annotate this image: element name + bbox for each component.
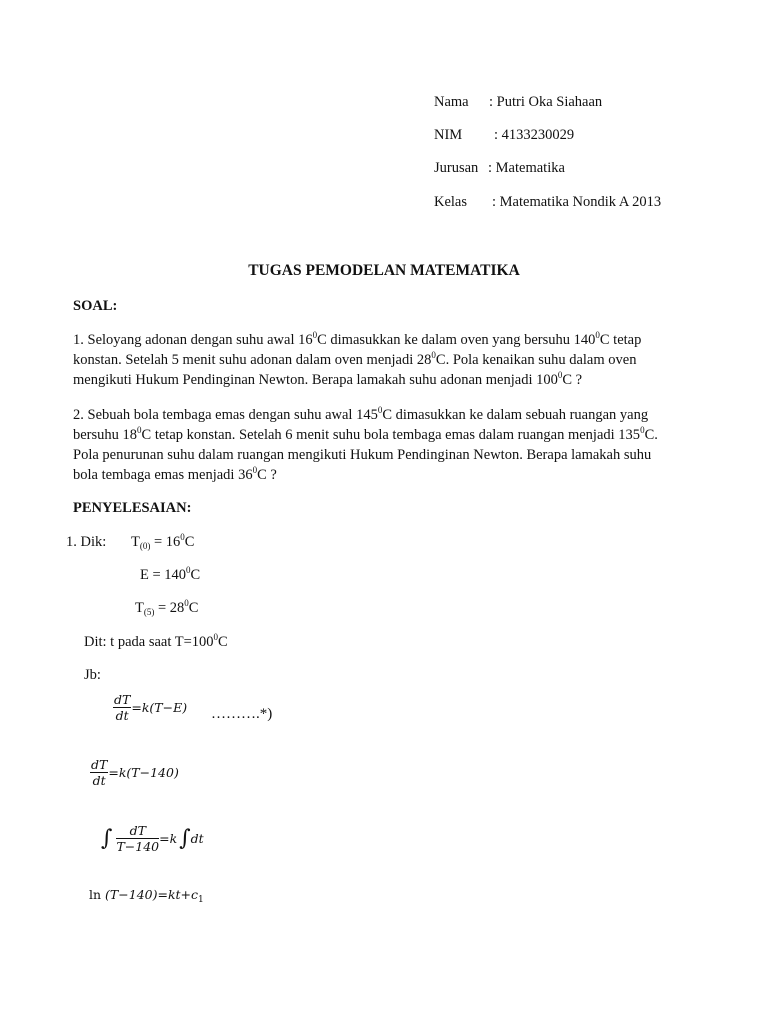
eq3-rhs: dt (190, 831, 204, 846)
t5-value: = 28 (154, 600, 185, 616)
problem-1-part-c: C tetap konstan. Setelah 5 menit suhu adonan dalam oven menjadi 28 (73, 332, 642, 368)
eq3-fraction (116, 823, 159, 854)
identity-nama-value: : Putri Oka Siahaan (489, 94, 603, 110)
problem-1-part-b: C dimasukkan ke dalam oven yang bersuhu 140 (317, 332, 596, 348)
equation-3 (101, 823, 204, 854)
t5-subscript: (5) (143, 607, 155, 617)
identity-nim-label: NIM (434, 127, 463, 143)
identity-jurusan-value: : Matematika (488, 160, 565, 176)
e-value: E = 140 (140, 567, 187, 583)
problem-2 (73, 405, 673, 485)
eq2-rhs: =k(T−140) (108, 765, 179, 780)
given-t5 (135, 600, 198, 617)
degree-sup: 0 (431, 350, 436, 360)
jb-label: Jb: (84, 667, 101, 683)
degree-sup: 0 (137, 425, 142, 435)
integral-symbol-2: ∫ (179, 825, 191, 851)
eq4-ln: ln (89, 887, 102, 902)
t0-unit: C (184, 534, 195, 550)
eq4-body: (T−140)=kt+c (105, 887, 199, 902)
integral-symbol: ∫ (101, 825, 113, 851)
t5-unit: C (188, 600, 199, 616)
eq1-fraction (113, 692, 131, 723)
t0-subscript: (0) (139, 541, 151, 551)
degree-sup: 0 (595, 330, 600, 340)
eq2-fraction (90, 757, 108, 788)
t5-symbol: T (135, 600, 144, 616)
degree-sup: 0 (213, 632, 219, 642)
dit-line (84, 634, 228, 651)
eq1-denominator: dt (115, 708, 129, 723)
problem-1-part-d: C. Pola kenaikan suhu dalam oven mengikuti Hukum Pendinginan Newton. Berapa lamakah suhu adonan menjadi 100 (73, 352, 637, 388)
degree-sup: 0 (252, 465, 258, 475)
problem-2-part-c: C tetap konstan. Setelah 6 menit suhu bola tembaga emas dalam ruangan menjadi 135 (141, 427, 641, 443)
eq3-numerator: dT (116, 823, 159, 839)
eq2-numerator: dT (91, 757, 108, 772)
soal-heading: SOAL: (73, 298, 118, 314)
problem-2-part-e: C ? (257, 467, 277, 483)
given-t0 (131, 534, 194, 551)
equation-2 (90, 757, 179, 788)
identity-kelas-label: Kelas (434, 194, 468, 210)
e-unit: C (190, 567, 201, 583)
given-e (140, 567, 200, 584)
eq1-numerator: dT (114, 692, 131, 707)
eq2-denominator: dt (92, 773, 106, 788)
degree-sup: 0 (640, 425, 645, 435)
eq1-tag: ……….*) (211, 706, 273, 722)
page-title: TUGAS PEMODELAN MATEMATIKA (248, 262, 520, 279)
t0-value: = 16 (150, 534, 181, 550)
problem-1-part-e: C ? (562, 372, 583, 388)
equation-4 (89, 887, 204, 905)
problem-2-part-a: 2. Sebuah bola tembaga emas dengan suhu awal 145 (73, 407, 378, 423)
degree-sup: 0 (186, 565, 191, 575)
degree-sup: 0 (312, 330, 318, 340)
dik-label: 1. Dik: (66, 534, 107, 550)
problem-1-part-a: 1. Seloyang adonan dengan suhu awal 16 (73, 332, 313, 348)
degree-sup: 0 (180, 532, 185, 542)
degree-sup: 0 (184, 598, 189, 608)
problem-2-part-d: C. Pola penurunan suhu dalam ruangan mengikuti Hukum Pendinginan Newton. Berapa lamakah suhu bola tembaga emas menjadi 36 (73, 427, 658, 483)
eq1-rhs: =k(T−E) (131, 700, 188, 715)
identity-kelas-value: : Matematika Nondik A 2013 (492, 194, 662, 210)
eq3-middle: =k (159, 831, 178, 846)
identity-nim-value: : 4133230029 (494, 127, 575, 143)
problem-1 (73, 330, 673, 390)
identity-jurusan-label: Jurusan (434, 160, 479, 176)
eq4-subscript: 1 (198, 895, 204, 905)
problem-2-part-b: C dimasukkan ke dalam sebuah ruangan yang bersuhu 18 (73, 407, 649, 443)
degree-sup: 0 (557, 370, 563, 380)
dit-text: Dit: t pada saat T=100 (84, 634, 214, 650)
penyelesaian-heading: PENYELESAIAN: (73, 500, 192, 516)
identity-nama-label: Nama (434, 94, 469, 110)
equation-1 (113, 692, 187, 723)
t0-symbol: T (131, 534, 140, 550)
dit-unit: C (218, 634, 228, 650)
eq3-denominator: T−140 (116, 839, 160, 854)
degree-sup: 0 (377, 405, 383, 415)
